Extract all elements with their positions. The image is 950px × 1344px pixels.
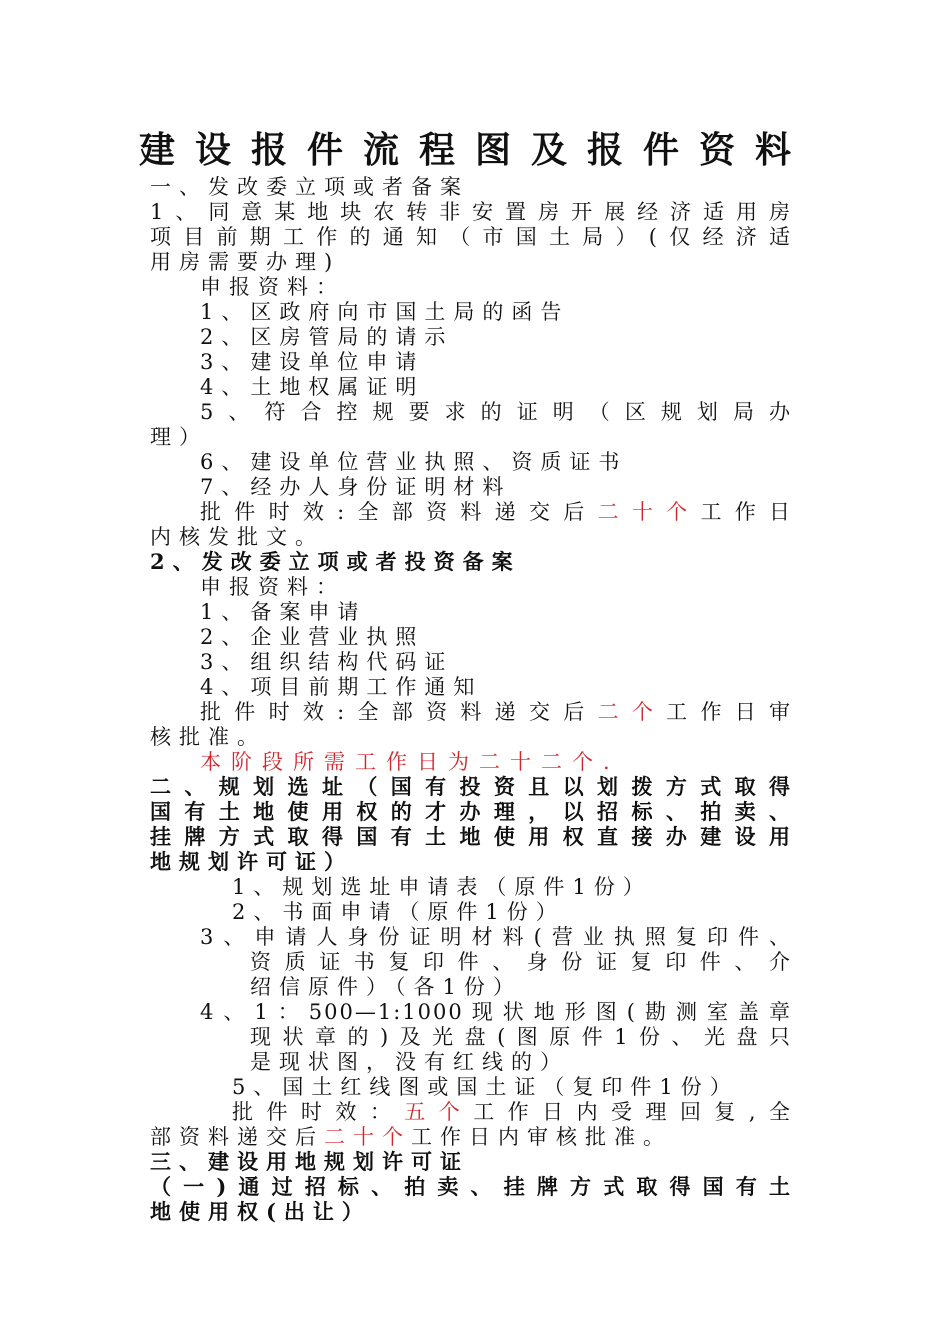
section-2-days-highlight: 五个 (404, 1100, 474, 1124)
section-2-material-continued: 绍信原件）（各1份） (250, 975, 522, 999)
item-1-material: 1、区政府向市国土局的函告 (200, 300, 570, 324)
section-2-approval-time: 批件时效：五个工作日内受理回复,全 (232, 1100, 792, 1124)
section-2-material-continued: 资质证书复印件、身份证复印件、介 (250, 950, 792, 974)
section-3-heading: 三、建设用地规划许可证 (150, 1149, 469, 1174)
section-2-material: 2、书面申请（原件1份） (232, 900, 565, 924)
item-1-material: 4、土地权属证明 (200, 375, 425, 399)
section-2-heading-line: 挂牌方式取得国有土地使用权直接办建设用 (150, 824, 792, 849)
item-2-material: 1、备案申请 (200, 600, 367, 624)
item-1-days-highlight: 二十个 (597, 500, 701, 524)
item-1-material-continued: 理） (150, 425, 208, 449)
section-2-approval-time-continued: 部资料递交后二十个工作日内审核批准。 (150, 1125, 672, 1149)
section-2-material: 4、1：500—1:1000现状地形图(勘测室盖章 (200, 1000, 792, 1024)
item-1-material: 3、建设单位申请 (200, 350, 425, 374)
item-1-title-line-3: 用房需要办理) (150, 250, 341, 274)
section-2-days-highlight: 二十个 (324, 1125, 411, 1149)
item-2-material: 4、项目前期工作通知 (200, 675, 483, 699)
item-1-title-line-1: 1、同意某地块农转非安置房开展经济适用房 (150, 200, 792, 224)
section-2-material: 5、国土红线图或国土证（复印件1份） (232, 1075, 739, 1099)
item-1-material: 5、符合控规要求的证明（区规划局办 (200, 400, 792, 424)
section-2-material-continued: 现状章的)及光盘(图原件1份、光盘只 (250, 1025, 792, 1049)
item-2-days-highlight: 二个 (597, 700, 667, 724)
section-2-heading-line: 二、规划选址（国有投资且以划拨方式取得 (150, 774, 792, 799)
item-2-approval-time: 批件时效:全部资料递交后二个工作日审 (200, 700, 792, 724)
section-2-heading-line: 国有土地使用权的才办理，以招标、拍卖、 (150, 799, 792, 824)
item-2-approval-time-continued: 核批准。 (150, 725, 266, 749)
item-2-material: 3、组织结构代码证 (200, 650, 454, 674)
stage-1-total-days-note: 本阶段所需工作日为二十二个. (200, 750, 620, 774)
section-2-heading-line: 地规划许可证） (150, 849, 353, 874)
section-3-subheading-line: （一)通过招标、拍卖、挂牌方式取得国有土 (150, 1174, 792, 1199)
item-2-heading: 2、发改委立项或者投资备案 (150, 549, 521, 574)
item-1-material: 7、经办人身份证明材料 (200, 475, 512, 499)
item-1-material: 6、建设单位营业执照、资质证书 (200, 450, 628, 474)
section-2-material: 3、申请人身份证明材料(营业执照复印件、 (200, 925, 792, 949)
section-2-material: 1、规划选址申请表（原件1份） (232, 875, 652, 899)
item-1-title-line-2: 项目前期工作的通知（市国土局）(仅经济适 (150, 225, 792, 249)
item-1-materials-label: 申报资料： (200, 275, 345, 299)
section-3-subheading-line: 地使用权(出让） (150, 1199, 371, 1224)
item-1-material: 2、区房管局的请示 (200, 325, 454, 349)
item-2-materials-label: 申报资料： (200, 575, 345, 599)
item-2-material: 2、企业营业执照 (200, 625, 425, 649)
section-2-material-continued: 是现状图，没有红线的） (250, 1050, 569, 1074)
item-1-approval-time-continued: 内核发批文。 (150, 525, 324, 549)
item-1-approval-time: 批件时效:全部资料递交后二十个工作日 (200, 500, 792, 524)
section-1-heading: 一、发改委立项或者备案 (150, 175, 469, 199)
document-title: 建设报件流程图及报件资料 (138, 129, 811, 171)
